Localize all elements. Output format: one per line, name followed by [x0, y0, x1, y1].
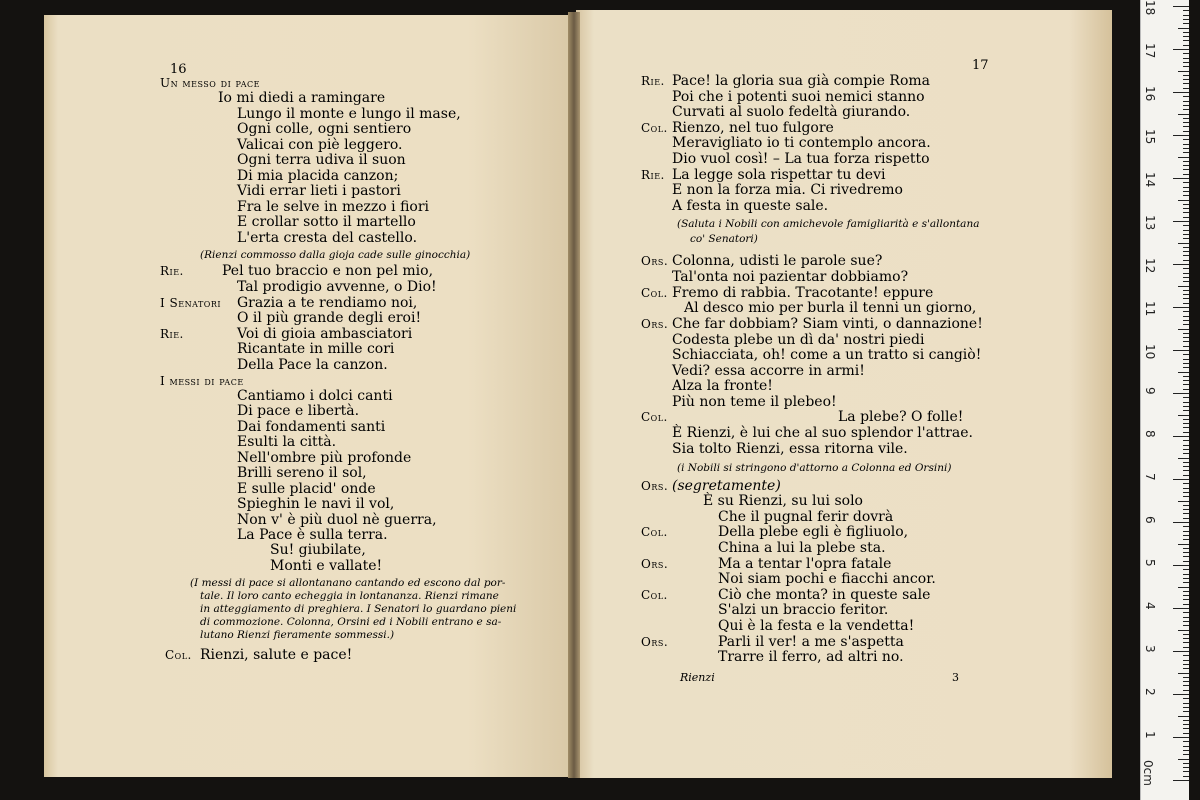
ruler-tick [1183, 36, 1189, 37]
ruler-tick [1183, 432, 1189, 433]
ruler-tick [1173, 522, 1189, 523]
verse-line: Tal prodigio avvenne, o Dio! [237, 279, 437, 295]
ruler-tick [1183, 195, 1189, 196]
ruler-tick [1183, 776, 1189, 777]
verse-line: Che il pugnal ferir dovrà [718, 509, 894, 525]
ruler-tick [1183, 440, 1189, 441]
stage-direction: (I messi di pace si allontanano cantando ed escono dal por- [190, 577, 506, 589]
ruler-number: 18 [1143, 0, 1157, 16]
ruler-tick [1183, 625, 1189, 626]
ruler-tick [1183, 453, 1189, 454]
verse-line: L'erta cresta del castello. [237, 230, 418, 246]
page-number-right: 17 [972, 58, 989, 73]
ruler-tick [1183, 728, 1189, 729]
ruler-tick [1183, 367, 1189, 368]
speaker-label: Col. [641, 525, 668, 539]
ruler-tick [1183, 595, 1189, 596]
ruler-tick [1183, 204, 1189, 205]
ruler-tick [1178, 544, 1189, 545]
ruler-tick [1183, 445, 1189, 446]
ruler-number: 5 [1143, 559, 1157, 567]
ruler-tick [1183, 144, 1189, 145]
verse-line: Al desco mio per burla il tenni un giorno, [684, 300, 977, 316]
ruler-tick [1183, 230, 1189, 231]
ruler-tick [1183, 40, 1189, 41]
verse-line: A festa in queste sale. [672, 198, 829, 214]
ruler-tick [1183, 23, 1189, 24]
ruler-number: 13 [1143, 215, 1157, 231]
ruler-tick [1183, 397, 1189, 398]
ruler-tick [1183, 539, 1189, 540]
verse-line: Di pace e libertà. [237, 403, 360, 419]
stage-direction: di commozione. Colonna, Orsini ed i Nobili entrano e sa- [200, 616, 502, 628]
ruler-tick [1183, 316, 1189, 317]
verse-line: E non la forza mia. Ci rivedremo [672, 182, 903, 198]
verse-line: Schiacciata, oh! come a un tratto si cangiò! [672, 347, 982, 363]
ruler-tick [1183, 604, 1189, 605]
ruler-tick [1183, 526, 1189, 527]
ruler-tick [1183, 771, 1189, 772]
ruler-tick [1183, 290, 1189, 291]
speaker-label: Ors. [641, 254, 669, 268]
ruler-tick [1173, 264, 1189, 265]
ruler-tick [1183, 101, 1189, 102]
stage-direction: lutano Rienzi fieramente sommessi.) [200, 629, 395, 641]
ruler-tick [1183, 707, 1189, 708]
speaker-label: Col. [641, 121, 668, 135]
verse-line: Della plebe egli è figliuolo, [718, 524, 909, 540]
verse-line: Spieghin le navi il vol, [237, 496, 395, 512]
ruler-tick [1183, 462, 1189, 463]
ruler-tick [1178, 286, 1189, 287]
ruler-tick [1183, 363, 1189, 364]
ruler-tick [1183, 380, 1189, 381]
ruler-tick [1183, 513, 1189, 514]
speaker-label: Un messo di pace [160, 76, 260, 90]
ruler-tick [1178, 157, 1189, 158]
verse-line: La plebe? O folle! [838, 409, 964, 425]
verse-line: E crollar sotto il martello [237, 214, 416, 230]
verse-line: Della Pace la canzon. [237, 357, 388, 373]
ruler-tick [1173, 737, 1189, 738]
ruler-tick [1183, 466, 1189, 467]
verse-line: Curvati al suolo fedeltà giurando. [672, 104, 911, 120]
ruler-tick [1183, 724, 1189, 725]
ruler-number: 3 [1143, 645, 1157, 653]
verse-line: Grazia a te rendiamo noi, [237, 295, 418, 311]
ruler-tick [1183, 139, 1189, 140]
verse-line: Trarre il ferro, ad altri no. [718, 649, 904, 665]
verse-line: Sia tolto Rienzi, essa ritorna vile. [672, 441, 908, 457]
ruler-tick [1183, 208, 1189, 209]
stage-direction: (i Nobili si stringono d'attorno a Colonna ed Orsini) [677, 462, 952, 474]
ruler-tick [1183, 45, 1189, 46]
ruler-tick [1183, 10, 1189, 11]
ruler-tick [1183, 475, 1189, 476]
ruler-tick [1183, 668, 1189, 669]
verse-line: Esulti la città. [237, 434, 337, 450]
speaker-label: Rie. [160, 264, 184, 278]
ruler-tick [1183, 642, 1189, 643]
verse-line: Di mia placida canzon; [237, 168, 399, 184]
ruler-tick [1173, 436, 1189, 437]
verse-line: Dio vuol così! – La tua forza rispetto [672, 151, 930, 167]
ruler-tick [1183, 505, 1189, 506]
speaker-label: I messi di pace [160, 374, 244, 388]
ruler-tick [1183, 359, 1189, 360]
ruler-tick [1183, 660, 1189, 661]
ruler-tick [1183, 79, 1189, 80]
ruler-tick [1183, 767, 1189, 768]
ruler-tick [1183, 578, 1189, 579]
ruler-tick [1183, 599, 1189, 600]
ruler-tick [1183, 281, 1189, 282]
ruler-tick [1178, 587, 1189, 588]
ruler-tick [1183, 354, 1189, 355]
ruler-tick [1183, 32, 1189, 33]
ruler-tick [1183, 225, 1189, 226]
ruler-tick [1178, 716, 1189, 717]
verse-line: Non v' è più duol nè guerra, [237, 512, 437, 528]
ruler-tick [1183, 419, 1189, 420]
verse-line: Dai fondamenti santi [237, 419, 386, 435]
speaker-label: Rie. [160, 327, 184, 341]
verse-line: Fra le selve in mezzo i fiori [237, 199, 430, 215]
ruler-tick [1183, 655, 1189, 656]
ruler-tick [1183, 617, 1189, 618]
ruler-tick [1183, 341, 1189, 342]
ruler-tick [1183, 19, 1189, 20]
ruler-tick [1183, 96, 1189, 97]
footer-title: Rienzi [680, 671, 715, 684]
speaker-label: Col. [165, 648, 192, 662]
verse-line: Cantiamo i dolci canti [237, 388, 393, 404]
ruler-tick [1173, 393, 1189, 394]
verse-line: Valicai con piè leggero. [237, 137, 403, 153]
ruler-tick [1183, 169, 1189, 170]
ruler-tick [1173, 651, 1189, 652]
ruler-tick [1183, 15, 1189, 16]
verse-line: Noi siam pochi e fiacchi ancor. [718, 571, 936, 587]
verse-line: La legge sola rispettar tu devi [672, 167, 886, 183]
verse-line: È su Rienzi, su lui solo [703, 493, 863, 509]
ruler-tick [1183, 574, 1189, 575]
verse-line: Ricantate in mille cori [237, 341, 395, 357]
ruler-tick [1173, 565, 1189, 566]
ruler-tick [1183, 320, 1189, 321]
verse-line: (segretamente) [672, 478, 781, 494]
book-gutter [568, 12, 580, 778]
verse-line: Qui è la festa e la vendetta! [718, 618, 915, 634]
ruler-tick [1183, 492, 1189, 493]
ruler-tick [1183, 294, 1189, 295]
ruler-tick [1173, 780, 1189, 781]
speaker-label: Ors. [641, 557, 669, 571]
ruler-tick [1183, 384, 1189, 385]
ruler-tick [1183, 247, 1189, 248]
verse-line: Vidi errar lieti i pastori [237, 183, 401, 199]
ruler-number: 6 [1143, 516, 1157, 524]
ruler-tick [1183, 711, 1189, 712]
ruler-tick [1183, 733, 1189, 734]
ruler-tick [1183, 122, 1189, 123]
ruler-tick [1183, 88, 1189, 89]
ruler-tick [1183, 427, 1189, 428]
verse-line: Voi di gioia ambasciatori [237, 326, 413, 342]
ruler-tick [1183, 552, 1189, 553]
ruler-tick [1183, 260, 1189, 261]
ruler-tick [1183, 698, 1189, 699]
ruler-number: 10 [1143, 344, 1157, 360]
measurement-ruler [1140, 0, 1189, 800]
ruler-tick [1173, 608, 1189, 609]
ruler-tick [1183, 191, 1189, 192]
ruler-number: 16 [1143, 86, 1157, 102]
verse-line: Nell'ombre più profonde [237, 450, 412, 466]
ruler-tick [1183, 470, 1189, 471]
ruler-tick [1183, 612, 1189, 613]
ruler-tick [1173, 479, 1189, 480]
speaker-label: I Senatori [160, 296, 222, 310]
ruler-tick [1183, 634, 1189, 635]
ruler-tick [1183, 685, 1189, 686]
verse-line: Ciò che monta? in queste sale [718, 587, 931, 603]
ruler-tick [1183, 346, 1189, 347]
ruler-tick [1183, 750, 1189, 751]
stage-direction: (Saluta i Nobili con amichevole famigliarità e s'allontana [677, 218, 980, 230]
ruler-tick [1183, 703, 1189, 704]
verse-line: Su! giubilate, [270, 542, 366, 558]
verse-line: Parli il ver! a me s'aspetta [718, 634, 904, 650]
ruler-tick [1183, 152, 1189, 153]
ruler-tick [1178, 28, 1189, 29]
ruler-number: 12 [1143, 258, 1157, 274]
ruler-tick [1183, 161, 1189, 162]
ruler-tick [1173, 221, 1189, 222]
ruler-tick [1178, 372, 1189, 373]
ruler-tick [1183, 333, 1189, 334]
ruler-tick [1178, 329, 1189, 330]
ruler-tick [1173, 350, 1189, 351]
ruler-tick [1183, 376, 1189, 377]
ruler-tick [1183, 109, 1189, 110]
ruler-tick [1183, 720, 1189, 721]
speaker-label: Col. [641, 410, 668, 424]
verse-line: La Pace è sulla terra. [237, 527, 388, 543]
ruler-tick [1183, 406, 1189, 407]
ruler-tick [1173, 307, 1189, 308]
verse-line: Tal'onta noi pazientar dobbiamo? [672, 269, 909, 285]
ruler-tick [1183, 483, 1189, 484]
ruler-tick [1183, 746, 1189, 747]
ruler-number: 1 [1143, 731, 1157, 739]
ruler-tick [1173, 92, 1189, 93]
ruler-tick [1183, 582, 1189, 583]
verse-line: Vedi? essa accorre in armi! [672, 363, 865, 379]
ruler-tick [1183, 548, 1189, 549]
ruler-tick [1183, 410, 1189, 411]
ruler-tick [1183, 569, 1189, 570]
ruler-tick [1183, 126, 1189, 127]
ruler-tick [1178, 458, 1189, 459]
ruler-tick [1183, 621, 1189, 622]
speaker-label: Rie. [641, 168, 665, 182]
verse-line: O il più grande degli eroi! [237, 310, 422, 326]
ruler-tick [1183, 677, 1189, 678]
ruler-tick [1178, 759, 1189, 760]
verse-line: Lungo il monte e lungo il mase, [237, 106, 461, 122]
ruler-tick [1183, 681, 1189, 682]
ruler-number: 9 [1143, 387, 1157, 395]
ruler-tick [1183, 148, 1189, 149]
verse-line: Più non teme il plebeo! [672, 394, 837, 410]
ruler-tick [1183, 763, 1189, 764]
ruler-tick [1183, 131, 1189, 132]
speaker-label: Ors. [641, 317, 669, 331]
verse-line: Rienzi, salute e pace! [200, 647, 353, 663]
ruler-tick [1183, 337, 1189, 338]
verse-line: Ogni colle, ogni sentiero [237, 121, 412, 137]
ruler-tick [1183, 62, 1189, 63]
verse-line: Rienzo, nel tuo fulgore [672, 120, 834, 136]
ruler-tick [1183, 53, 1189, 54]
ruler-number: 11 [1143, 301, 1157, 317]
ruler-tick [1183, 234, 1189, 235]
verse-line: Poi che i potenti suoi nemici stanno [672, 89, 925, 105]
ruler-tick [1183, 187, 1189, 188]
ruler-tick [1183, 591, 1189, 592]
verse-line: Brilli sereno il sol, [237, 465, 367, 481]
ruler-tick [1183, 83, 1189, 84]
verse-line: Pace! la gloria sua già compie Roma [672, 73, 930, 89]
ruler-number: 15 [1143, 129, 1157, 145]
ruler-tick [1183, 273, 1189, 274]
ruler-tick [1178, 673, 1189, 674]
ruler-tick [1183, 496, 1189, 497]
ruler-number: 17 [1143, 43, 1157, 59]
ruler-tick [1183, 449, 1189, 450]
ruler-tick [1178, 114, 1189, 115]
ruler-tick [1183, 165, 1189, 166]
ruler-tick [1183, 212, 1189, 213]
ruler-tick [1183, 535, 1189, 536]
ruler-tick [1183, 638, 1189, 639]
ruler-tick [1183, 255, 1189, 256]
ruler-tick [1183, 298, 1189, 299]
verse-line: Pel tuo braccio e non pel mio, [222, 263, 434, 279]
ruler-tick [1183, 423, 1189, 424]
ruler-tick [1178, 243, 1189, 244]
ruler-tick [1183, 268, 1189, 269]
verse-line: Fremo di rabbia. Tracotante! eppure [672, 285, 934, 301]
ruler-tick [1183, 324, 1189, 325]
ruler-tick [1183, 105, 1189, 106]
ruler-tick [1183, 690, 1189, 691]
ruler-tick [1183, 182, 1189, 183]
verse-line: S'alzi un braccio feritor. [718, 602, 889, 618]
verse-line: Colonna, udisti le parole sue? [672, 253, 883, 269]
ruler-tick [1183, 311, 1189, 312]
verse-line: È Rienzi, è lui che al suo splendor l'attrae. [672, 425, 974, 441]
ruler-tick [1183, 741, 1189, 742]
ruler-tick [1173, 178, 1189, 179]
ruler-tick [1178, 71, 1189, 72]
ruler-tick [1183, 75, 1189, 76]
ruler-tick [1183, 217, 1189, 218]
ruler-number: 2 [1143, 688, 1157, 696]
verse-line: Codesta plebe un dì da' nostri piedi [672, 332, 925, 348]
verse-line: E sulle placid' onde [237, 481, 376, 497]
ruler-tick [1183, 518, 1189, 519]
verse-line: Alza la fronte! [672, 378, 773, 394]
ruler-tick [1173, 49, 1189, 50]
verse-line: Ma a tentar l'opra fatale [718, 556, 892, 572]
speaker-label: Rie. [641, 74, 665, 88]
ruler-tick [1183, 303, 1189, 304]
ruler-number: 8 [1143, 430, 1157, 438]
ruler-number: 4 [1143, 602, 1157, 610]
ruler-tick [1183, 664, 1189, 665]
ruler-number: 14 [1143, 172, 1157, 188]
stage-direction: tale. Il loro canto echeggia in lontananza. Rienzi rimane [200, 590, 499, 602]
verse-line: Meravigliato io ti contemplo ancora. [672, 135, 931, 151]
ruler-tick [1183, 118, 1189, 119]
stage-direction: in atteggiamento di preghiera. I Senatori lo guardano pieni [200, 603, 517, 615]
ruler-tick [1178, 501, 1189, 502]
ruler-unit-label: 0cm [1141, 760, 1155, 786]
ruler-tick [1183, 754, 1189, 755]
verse-line: Io mi diedi a ramingare [218, 90, 386, 106]
stage-direction: co' Senatori) [690, 233, 758, 245]
ruler-tick [1173, 135, 1189, 136]
speaker-label: Col. [641, 588, 668, 602]
ruler-tick [1178, 630, 1189, 631]
ruler-tick [1183, 561, 1189, 562]
ruler-tick [1183, 277, 1189, 278]
ruler-tick [1178, 415, 1189, 416]
ruler-tick [1183, 66, 1189, 67]
ruler-tick [1183, 174, 1189, 175]
ruler-number: 7 [1143, 473, 1157, 481]
ruler-tick [1183, 531, 1189, 532]
verse-line: Ogni terra udiva il suon [237, 152, 406, 168]
ruler-tick [1183, 509, 1189, 510]
ruler-tick [1183, 58, 1189, 59]
ruler-tick [1173, 694, 1189, 695]
stage-direction: (Rienzi commosso dalla gioja cade sulle ginocchia) [200, 249, 471, 261]
page-number-left: 16 [170, 62, 187, 77]
ruler-tick [1173, 6, 1189, 7]
verse-line: Monti e vallate! [270, 558, 383, 574]
speaker-label: Col. [641, 286, 668, 300]
speaker-label: Ors. [641, 635, 669, 649]
ruler-tick [1183, 488, 1189, 489]
ruler-tick [1183, 647, 1189, 648]
ruler-tick [1178, 200, 1189, 201]
ruler-tick [1183, 402, 1189, 403]
verse-line: China a lui la plebe sta. [718, 540, 886, 556]
footer-signature: 3 [952, 671, 959, 684]
ruler-tick [1183, 556, 1189, 557]
verse-line: Che far dobbiam? Siam vinti, o dannazione! [672, 316, 983, 332]
ruler-tick [1183, 389, 1189, 390]
speaker-label: Ors. [641, 479, 669, 493]
ruler-tick [1183, 238, 1189, 239]
ruler-tick [1183, 251, 1189, 252]
